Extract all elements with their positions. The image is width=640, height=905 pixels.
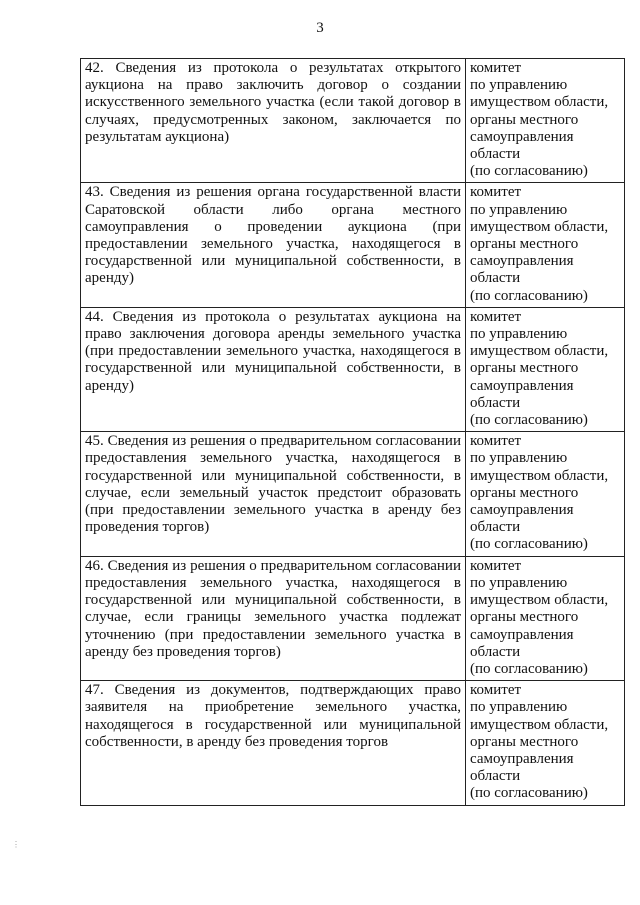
row-responsible-org: [466, 681, 625, 805]
row-description: 43. Сведения из решения органа государственной власти Саратовской области либо органа местного самоуправления о проведении аукциона (при предоставлении земельного участка, находящегося в государственной или муниципальной собственности, в аренду): [81, 183, 466, 307]
scan-margin-marks: ⋮: [12, 840, 22, 849]
table-row: [81, 183, 625, 307]
row-responsible-org: [466, 432, 625, 556]
row-description: 42. Сведения из протокола о результатах открытого аукциона на право заключить договор о создании искусственного земельного участка (если такой договор в случаях, предусмотренных законом, заключается по результатам аукциона): [81, 59, 466, 183]
org-line: области: [470, 146, 521, 163]
table-row: [81, 556, 625, 680]
org-line: самоуправления: [470, 502, 574, 519]
table-row: [81, 432, 625, 556]
org-line: области: [470, 643, 521, 660]
org-line: органы местного: [470, 484, 579, 501]
row-description: 47. Сведения из документов, подтверждающих право заявителя на приобретение земельного участка, находящегося в государственной или муниципальной собственности, в аренду без проведения торгов: [81, 681, 466, 805]
row-responsible-org: [466, 183, 625, 307]
row-responsible-org: [466, 307, 625, 431]
org-line: имуществом области,: [470, 218, 609, 235]
org-line: самоуправления: [470, 626, 574, 643]
org-line: по управлению: [470, 326, 568, 343]
document-table: [80, 58, 625, 806]
org-line: имуществом области,: [470, 343, 609, 360]
org-line: (по согласованию): [470, 660, 588, 677]
row-description: 44. Сведения из протокола о результатах аукциона на право заключения договора аренды земельного участка (при предоставлении земельного участка, находящегося в государственной или муниципальной собственности, в аренду): [81, 307, 466, 431]
org-line: (по согласованию): [470, 785, 588, 802]
row-responsible-org: [466, 556, 625, 680]
org-line: (по согласованию): [470, 536, 588, 553]
org-line: комитет: [470, 60, 522, 76]
org-line: органы местного: [470, 111, 579, 128]
org-line: комитет: [470, 557, 522, 574]
org-line: органы местного: [470, 236, 579, 253]
org-line: самоуправления: [470, 253, 574, 270]
org-line: по управлению: [470, 201, 568, 218]
table-row: [81, 307, 625, 431]
org-line: области: [470, 519, 521, 536]
org-line: комитет: [470, 682, 522, 699]
org-line: органы местного: [470, 733, 579, 750]
org-line: (по согласованию): [470, 287, 588, 304]
page-number: 3: [316, 20, 324, 36]
org-line: самоуправления: [470, 750, 574, 767]
table-row: [81, 59, 625, 183]
row-description: 46. Сведения из решения о предварительном согласовании предоставления земельного участка, находящегося в государственной или муниципальной собственности, в случае, если границы земельного участка подлежат уточнению (при предоставлении земельного участка в аренду без проведения торгов): [81, 556, 466, 680]
org-line: по управлению: [470, 574, 568, 591]
org-line: органы местного: [470, 360, 579, 377]
org-line: по управлению: [470, 77, 568, 94]
org-line: самоуправления: [470, 377, 574, 394]
org-line: комитет: [470, 433, 522, 450]
org-line: (по согласованию): [470, 163, 588, 180]
org-line: имуществом области,: [470, 716, 609, 733]
org-line: имуществом области,: [470, 592, 609, 609]
org-line: имуществом области,: [470, 467, 609, 484]
org-line: комитет: [470, 308, 522, 325]
row-description: 45. Сведения из решения о предварительном согласовании предоставления земельного участка, находящегося в государственной или муниципальной собственности, в случае, если земельный участок предстоит образовать (при предоставлении земельного участка в аренду без проведения торгов): [81, 432, 466, 556]
org-line: области: [470, 270, 521, 287]
org-line: самоуправления: [470, 128, 574, 145]
org-line: области: [470, 394, 521, 411]
org-line: (по согласованию): [470, 412, 588, 429]
table-row: [81, 681, 625, 805]
org-line: органы местного: [470, 609, 579, 626]
org-line: по управлению: [470, 450, 568, 467]
org-line: области: [470, 768, 521, 785]
row-responsible-org: [466, 59, 625, 183]
org-line: по управлению: [470, 699, 568, 716]
org-line: имуществом области,: [470, 94, 609, 111]
org-line: комитет: [470, 184, 522, 201]
